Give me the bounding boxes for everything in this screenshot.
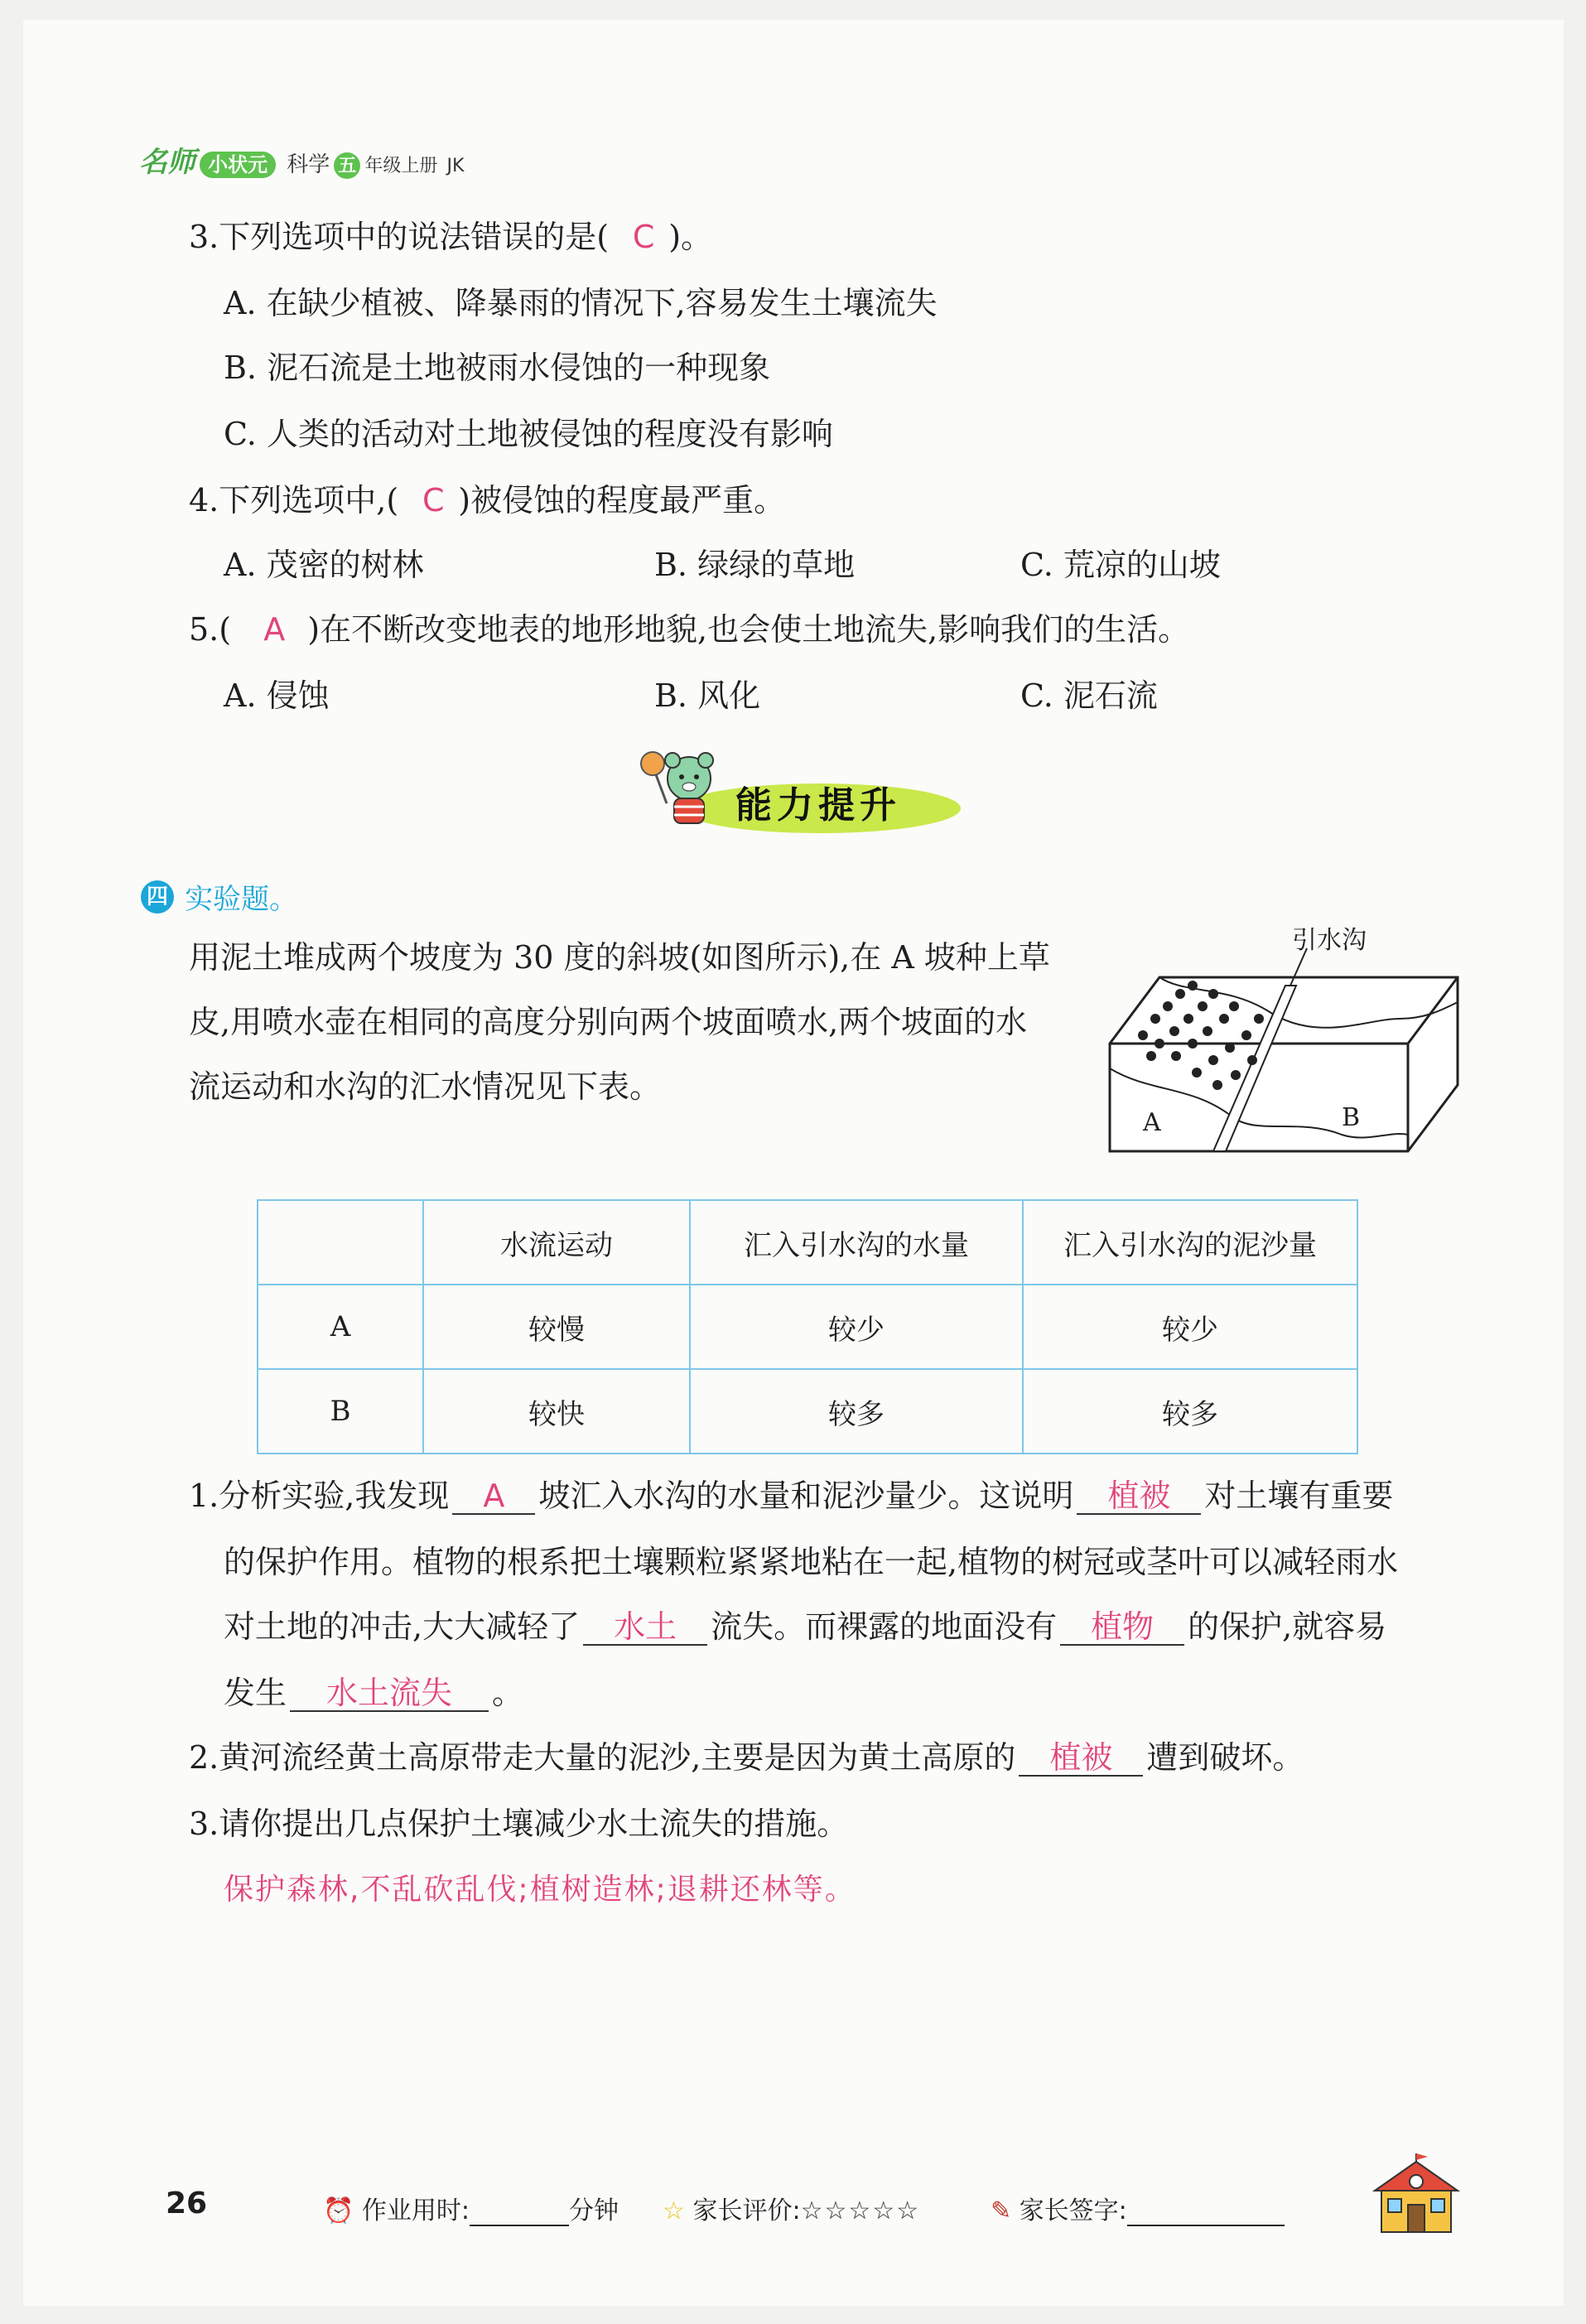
schoolhouse-icon [1358, 2153, 1474, 2236]
question-stem: 下列选项中的说法错误的是( [219, 219, 610, 255]
question-stem: ( [219, 611, 232, 648]
table-header-cell: 汇入引水沟的水量 [690, 1200, 1023, 1285]
star-icon: ☆ [663, 2196, 685, 2225]
question-stem-end: )被侵蚀的程度最严重。 [458, 482, 786, 518]
text-segment: 黄河流经黄土高原带走大量的泥沙,主要是因为黄土高原的 [219, 1739, 1016, 1776]
grade-badge: 五 [334, 152, 360, 179]
text-segment: 的保护,就容易 [1188, 1608, 1387, 1645]
subject-label: 科学 [287, 152, 330, 177]
question-3 [189, 217, 712, 257]
table-header-cell [258, 1200, 423, 1285]
slope-figure [1102, 928, 1474, 1160]
text-segment: 对土地的冲击,大大减轻了 [224, 1608, 581, 1645]
intro-line-3: 流运动和水沟的汇水情况见下表。 [189, 1068, 662, 1105]
channel-label: 引水沟 [1292, 926, 1367, 955]
brand-name: 名师 [139, 146, 195, 179]
section-title: 实验题。 [185, 883, 298, 916]
homework-time [323, 2190, 619, 2226]
option-a: A. 在缺少植被、降暴雨的情况下,容易发生土壤流失 [224, 285, 938, 321]
question-stem-end: )在不断改变地表的地形地貌,也会使土地流失,影响我们的生活。 [307, 611, 1190, 648]
intro-line-1: 用泥土堆成两个坡度为 30 度的斜坡(如图所示),在 A 坡种上草 [189, 939, 1050, 976]
question-stem: 下列选项中,( [219, 482, 399, 518]
text-segment: 对土壤有重要 [1204, 1478, 1394, 1514]
table-cell: B [258, 1369, 423, 1454]
option-b: B. 泥石流是土地被雨水侵蚀的一种现象 [224, 350, 771, 386]
table-cell: 较少 [1023, 1285, 1357, 1369]
banner-title: 能力提升 [735, 784, 901, 827]
exp-question-1-line-4 [224, 1673, 523, 1713]
exp-question-2 [189, 1738, 1304, 1777]
option-b: B. 绿绿的草地 [654, 547, 856, 583]
signature-label: 家长签字: [1019, 2196, 1127, 2225]
volume-label: 年级上册 [364, 156, 438, 176]
option-c: C. 荒凉的山坡 [1020, 547, 1221, 583]
table-cell: 较多 [690, 1369, 1023, 1454]
rating-label: 家长评价: [692, 2196, 801, 2225]
table-header-cell: 水流运动 [423, 1200, 690, 1285]
rating-stars[interactable]: ☆☆☆☆☆ [800, 2196, 921, 2225]
question-number: 3. [189, 1806, 219, 1842]
table-cell: 较少 [690, 1285, 1023, 1369]
question-stem: 请你提出几点保护土壤减少水土流失的措施。 [219, 1806, 849, 1842]
slope-b-label: B [1342, 1103, 1361, 1132]
text-segment: 坡汇入水沟的水量和泥沙量少。这说明 [538, 1478, 1074, 1514]
table-cell: 较多 [1023, 1369, 1357, 1454]
ability-banner [629, 745, 961, 845]
slope-a-label: A [1143, 1108, 1161, 1137]
question-number: 3. [189, 219, 219, 255]
question-number: 5. [189, 611, 219, 648]
question-number: 4. [189, 482, 219, 518]
fill-blank: 植物 [1060, 1609, 1184, 1646]
answer-mark: C [632, 219, 655, 255]
answer-mark: C [422, 482, 445, 518]
section-4-heading [141, 876, 297, 917]
brand-pill: 小状元 [200, 152, 276, 178]
table-cell: 较慢 [423, 1285, 690, 1369]
time-unit: 分钟 [569, 2196, 619, 2225]
answer-mark: A [263, 611, 286, 648]
text-segment: 遭到破坏。 [1146, 1739, 1304, 1776]
time-input[interactable] [470, 2200, 569, 2226]
text-segment: 。 [492, 1675, 524, 1711]
exp-question-1-line-2: 的保护作用。植物的根系把土壤颗粒紧紧地粘在一起,植物的树冠或茎叶可以减轻雨水 [224, 1544, 1399, 1580]
edition-label: JK [446, 156, 465, 176]
exp-question-1-line-3 [224, 1607, 1386, 1647]
question-number: 1. [189, 1478, 219, 1514]
intro-line-2: 皮,用喷水壶在相同的高度分别向两个坡面喷水,两个坡面的水 [189, 1004, 1028, 1040]
page-number: 26 [166, 2187, 208, 2220]
table-row [258, 1369, 1357, 1454]
parent-rating [663, 2190, 920, 2226]
exp-question-3-answer: 保护森林,不乱砍乱伐;植树造林;退耕还林等。 [224, 1873, 856, 1907]
question-stem-end: )。 [668, 219, 713, 255]
fill-blank: 植被 [1077, 1478, 1201, 1515]
alarm-clock-icon: ⏰ [323, 2196, 354, 2225]
option-c: C. 泥石流 [1020, 677, 1158, 714]
table-row [258, 1285, 1357, 1369]
option-b: B. 风化 [654, 677, 761, 714]
question-number: 2. [189, 1739, 219, 1776]
question-4 [189, 480, 785, 520]
fill-blank: 水土流失 [290, 1675, 489, 1712]
text-segment: 分析实验,我发现 [219, 1478, 450, 1514]
time-label: 作业用时: [361, 2196, 470, 2225]
section-badge: 四 [141, 880, 174, 914]
option-c: C. 人类的活动对土地被侵蚀的程度没有影响 [224, 416, 833, 452]
text-segment: 流失。而裸露的地面没有 [711, 1608, 1058, 1645]
pencil-icon: ✎ [991, 2196, 1012, 2225]
exp-question-1-line-1 [189, 1476, 1393, 1516]
option-a: A. 侵蚀 [224, 677, 330, 714]
fill-blank: 水土 [583, 1609, 707, 1646]
table-cell: A [258, 1285, 423, 1369]
exp-question-3 [189, 1804, 848, 1844]
header [139, 139, 464, 180]
experiment-table [257, 1199, 1358, 1454]
question-5 [189, 610, 1189, 649]
option-a: A. 茂密的树林 [224, 547, 424, 583]
fill-blank: 植被 [1019, 1740, 1143, 1777]
table-header-row [258, 1200, 1357, 1285]
signature-input[interactable] [1127, 2200, 1285, 2226]
fill-blank: A [452, 1478, 535, 1515]
parent-signature [991, 2190, 1285, 2226]
table-header-cell: 汇入引水沟的泥沙量 [1023, 1200, 1357, 1285]
text-segment: 发生 [224, 1675, 287, 1711]
table-cell: 较快 [423, 1369, 690, 1454]
